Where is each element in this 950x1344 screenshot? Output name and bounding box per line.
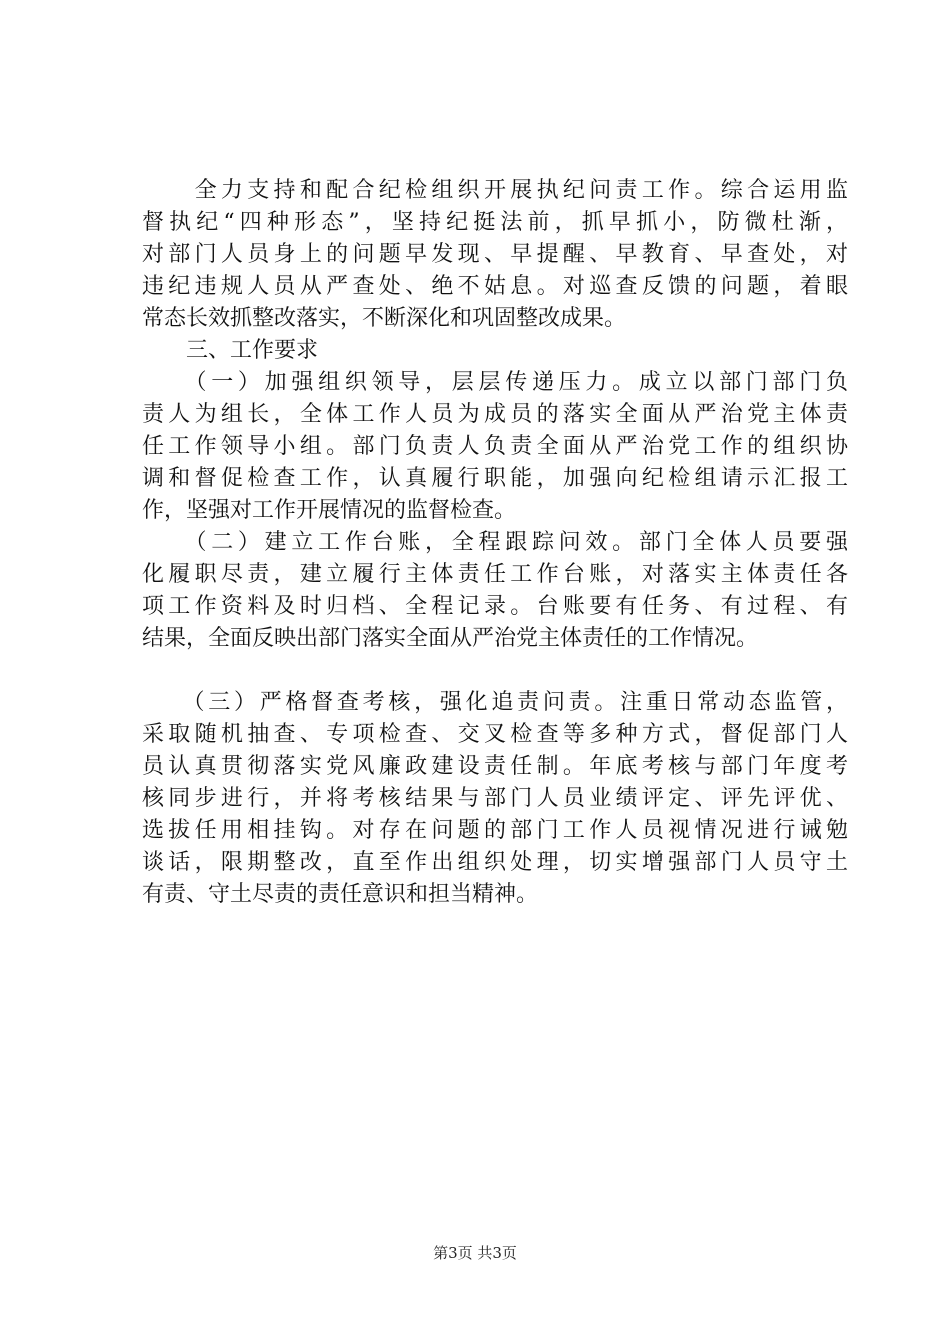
text-line: 有责、守土尽责的责任意识和担当精神。 bbox=[142, 882, 539, 907]
text-line: 结果，全面反映出部门落实全面从严治党主体责任的工作情况。 bbox=[142, 626, 759, 651]
text-line: 督执纪“四种形态”，坚持纪挺法前，抓早抓小，防微杜渐， bbox=[142, 210, 848, 235]
text-line: 对部门人员身上的问题早发现、早提醒、早教育、早查处，对 bbox=[142, 242, 848, 267]
text-line: 全力支持和配合纪检组织开展执纪问责工作。综合运用监 bbox=[142, 178, 848, 203]
text-line: 化履职尽责，建立履行主体责任工作台账，对落实主体责任各 bbox=[142, 562, 848, 587]
text-line: （一）加强组织领导，层层传递压力。成立以部门部门负 bbox=[142, 370, 848, 395]
section-heading-text: 三、工作要求 bbox=[142, 338, 319, 363]
paragraph-spacer bbox=[142, 655, 848, 687]
text-line: 采取随机抽查、专项检查、交叉检查等多种方式，督促部门人 bbox=[142, 722, 848, 747]
text-line: （三）严格督查考核，强化追责问责。注重日常动态监管， bbox=[142, 690, 848, 715]
text-line: 核同步进行，并将考核结果与部门人员业绩评定、评先评优、 bbox=[142, 786, 848, 811]
text-line: 常态长效抓整改落实，不断深化和巩固整改成果。 bbox=[142, 306, 627, 331]
paragraph-item-1 bbox=[142, 367, 848, 527]
page-number-footer: 第3页 共3页 bbox=[433, 1244, 517, 1262]
text-line: 调和督促检查工作，认真履行职能，加强向纪检组请示汇报工 bbox=[142, 466, 848, 491]
paragraph-item-2 bbox=[142, 527, 848, 655]
text-line: （二）建立工作台账，全程跟踪问效。部门全体人员要强 bbox=[142, 530, 848, 555]
text-line: 谈话，限期整改，直至作出组织处理，切实增强部门人员守土 bbox=[142, 850, 848, 875]
text-line: 责人为组长，全体工作人员为成员的落实全面从严治党主体责 bbox=[142, 402, 848, 427]
paragraph-supervision bbox=[142, 175, 848, 335]
text-line: 选拔任用相挂钩。对存在问题的部门工作人员视情况进行诫勉 bbox=[142, 818, 848, 843]
paragraph-item-3 bbox=[142, 687, 848, 911]
text-line: 违纪违规人员从严查处、绝不姑息。对巡查反馈的问题，着眼 bbox=[142, 274, 848, 299]
section-heading bbox=[142, 335, 848, 367]
text-line: 项工作资料及时归档、全程记录。台账要有任务、有过程、有 bbox=[142, 594, 848, 619]
text-line: 员认真贯彻落实党风廉政建设责任制。年底考核与部门年度考 bbox=[142, 754, 848, 779]
text-line: 作，坚强对工作开展情况的监督检查。 bbox=[142, 498, 517, 523]
document-body bbox=[142, 175, 848, 911]
text-line: 任工作领导小组。部门负责人负责全面从严治党工作的组织协 bbox=[142, 434, 848, 459]
